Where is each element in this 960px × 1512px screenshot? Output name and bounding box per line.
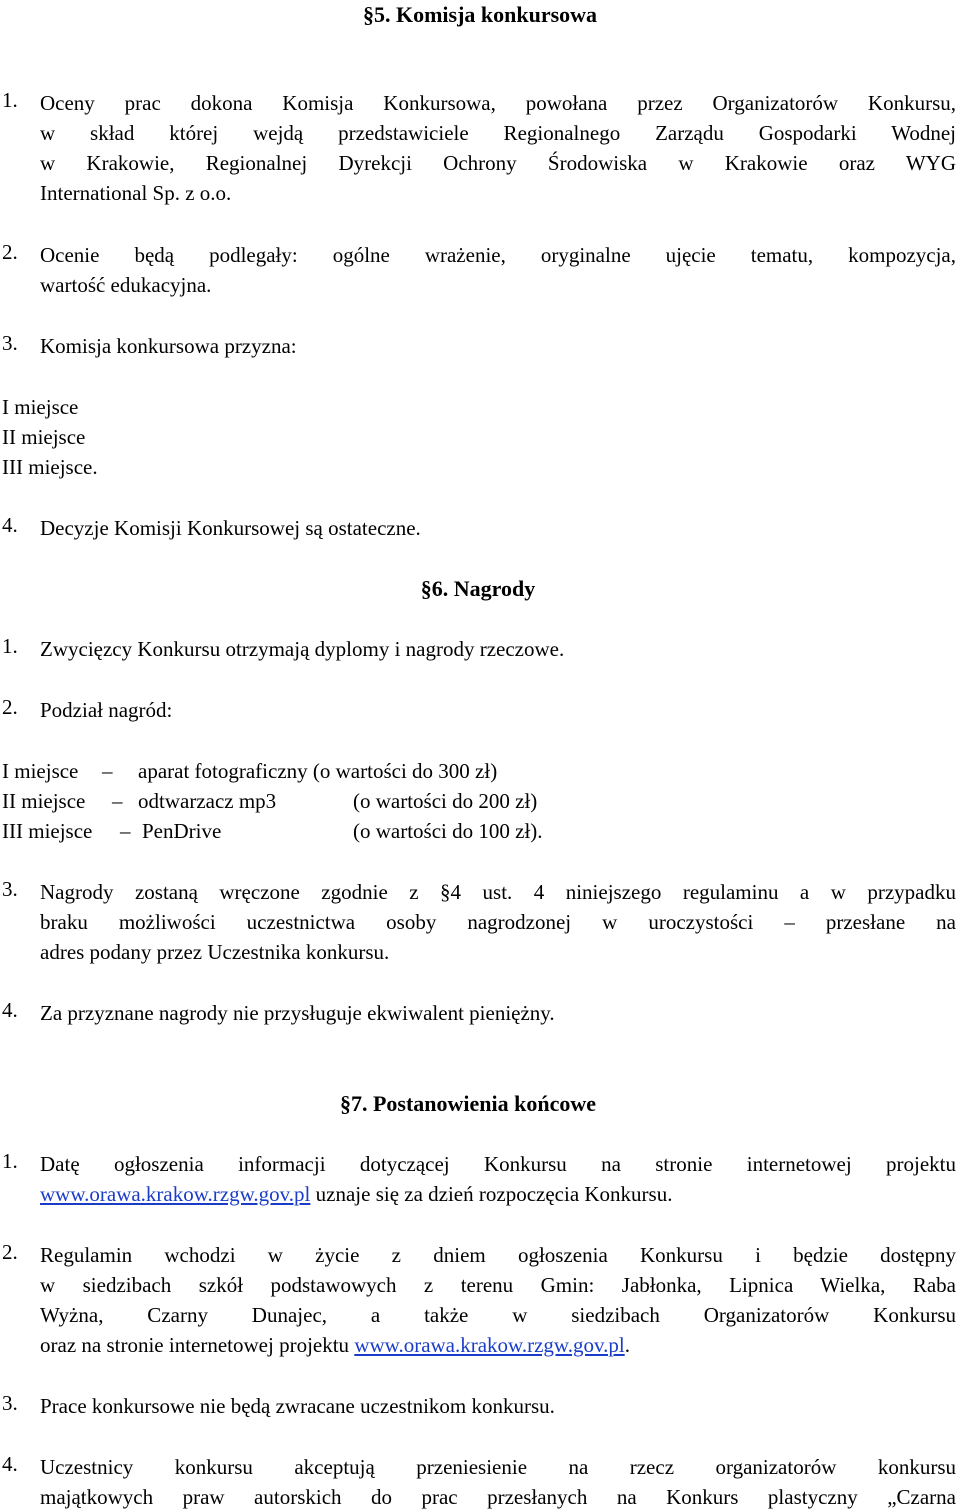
text-line: Podział nagród: — [40, 698, 173, 722]
text-fragment: oraz na stronie internetowej projektu — [40, 1333, 355, 1357]
section-6-heading: §6. Nagrody — [420, 576, 536, 601]
text-line: w Krakowie, Regionalnej Dyrekcji Ochrony Środowiska w Krakowie oraz WYG — [40, 151, 956, 175]
item-number: 4. — [2, 1452, 18, 1476]
text-line: Zwycięzcy Konkursu otrzymają dyplomy i nagrody rzeczowe. — [40, 637, 565, 661]
item-number: 1. — [2, 634, 18, 658]
place-2: II miejsce — [2, 425, 86, 449]
text-line: adres podany przez Uczestnika konkursu. — [40, 940, 390, 964]
section-5-heading: §5. Komisja konkursowa — [362, 2, 598, 27]
text-line: Decyzje Komisji Konkursowej są ostateczne. — [40, 516, 421, 540]
item-number: 1. — [2, 88, 18, 112]
text-line: Wyżna, Czarny Dunajec, a także w siedzibach Organizatorów Konkursu — [40, 1303, 956, 1327]
prize-dash: – — [112, 789, 123, 813]
item-number: 2. — [2, 240, 18, 264]
text-line: Uczestnicy konkursu akceptują przeniesienie na rzecz organizatorów konkursu — [40, 1455, 956, 1479]
text-line: w skład której wejdą przedstawiciele Regionalnego Zarządu Gospodarki Wodnej — [40, 121, 956, 145]
text-line: braku możliwości uczestnictwa osoby nagrodzonej w uroczystości – przesłane na — [40, 910, 956, 934]
project-website-link[interactable]: www.orawa.krakow.rzgw.gov.pl — [40, 1182, 311, 1206]
text-line: majątkowych praw autorskich do prac przesłanych na Konkurs plastyczny „Czarna — [40, 1485, 956, 1509]
item-number: 3. — [2, 331, 18, 355]
text-line: Nagrody zostaną wręczone zgodnie z §4 ust. 4 niniejszego regulaminu a w przypadku — [40, 880, 956, 904]
prize-name: PenDrive — [142, 819, 222, 843]
item-number: 1. — [2, 1149, 18, 1173]
item-number: 4. — [2, 513, 18, 537]
item-number: 2. — [2, 695, 18, 719]
text-line: Oceny prac dokona Komisja Konkursowa, powołana przez Organizatorów Konkursu, — [40, 91, 956, 115]
text-line: w siedzibach szkół podstawowych z terenu Gmin: Jabłonka, Lipnica Wielka, Raba — [40, 1273, 956, 1297]
text-line: International Sp. z o.o. — [40, 181, 232, 205]
prize-name: aparat fotograficzny (o wartości do 300 zł) — [138, 759, 498, 783]
text-line: Komisja konkursowa przyzna: — [40, 334, 297, 358]
text-line — [40, 1179, 956, 1209]
section-7-heading: §7. Postanowienia końcowe — [339, 1091, 597, 1116]
text-line: Prace konkursowe nie będą zwracane uczestnikom konkursu. — [40, 1394, 555, 1418]
text-line: wartość edukacyjna. — [40, 273, 212, 297]
text-line — [40, 1330, 956, 1360]
text-fragment: . — [624, 1333, 630, 1357]
prize-place: I miejsce — [2, 759, 79, 783]
prize-place: II miejsce — [2, 789, 86, 813]
prize-dash: – — [102, 759, 113, 783]
prize-name: odtwarzacz mp3 — [138, 789, 277, 813]
text-line: Datę ogłoszenia informacji dotyczącej Konkursu na stronie internetowej projektu — [40, 1152, 956, 1176]
prize-place: III miejsce — [2, 819, 93, 843]
place-3: III miejsce. — [2, 455, 98, 479]
place-1: I miejsce — [2, 395, 79, 419]
text-line: Za przyznane nagrody nie przysługuje ekwiwalent pieniężny. — [40, 1001, 555, 1025]
item-number: 2. — [2, 1240, 18, 1264]
text-fragment: uznaje się za dzień rozpoczęcia Konkursu. — [310, 1182, 673, 1206]
prize-dash: – — [120, 819, 131, 843]
item-number: 3. — [2, 877, 18, 901]
text-line: Ocenie będą podlegały: ogólne wrażenie, oryginalne ujęcie tematu, kompozycja, — [40, 243, 956, 267]
text-line: Regulamin wchodzi w życie z dniem ogłoszenia Konkursu i będzie dostępny — [40, 1243, 956, 1267]
prize-value: (o wartości do 200 zł) — [353, 789, 538, 813]
item-number: 3. — [2, 1391, 18, 1415]
item-number: 4. — [2, 998, 18, 1022]
project-website-link[interactable]: www.orawa.krakow.rzgw.gov.pl — [354, 1333, 625, 1357]
prize-value: (o wartości do 100 zł). — [353, 819, 543, 843]
